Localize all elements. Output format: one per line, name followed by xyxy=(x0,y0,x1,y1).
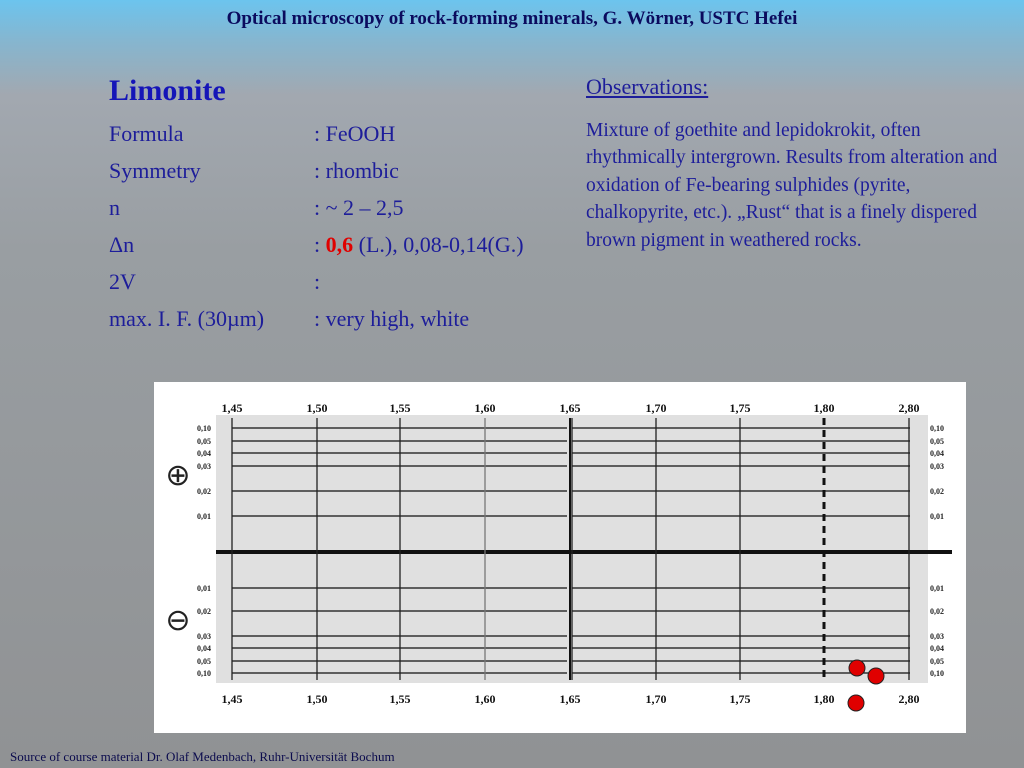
data-point xyxy=(849,660,865,676)
x-tick-label: 1,65 xyxy=(559,692,581,706)
property-value: : very high, white xyxy=(314,306,470,331)
y-tick-label: 0,10 xyxy=(197,424,211,433)
x-tick-label: 1,60 xyxy=(474,692,496,706)
chart-svg xyxy=(154,382,966,733)
property-label: 2V xyxy=(109,269,136,294)
y-tick-label: 0,01 xyxy=(197,512,211,521)
y-tick-label: 0,05 xyxy=(930,437,944,446)
y-tick-label: 0,10 xyxy=(197,669,211,678)
x-tick-label: 1,80 xyxy=(813,401,835,415)
property-value xyxy=(314,232,524,258)
observations-text: Mixture of goethite and lepidokrokit, often rhythmically intergrown. Results from alteration and oxidation of Fe-bearing sulphides (pyrite, chalkopyrite, etc.). „Rust“ that is a finely dispered brown pigment in weathered rocks. xyxy=(586,120,998,251)
x-tick-label: 1,45 xyxy=(221,401,243,415)
property-label: n xyxy=(109,195,120,220)
x-tick-label: 1,65 xyxy=(559,401,581,415)
observations-heading: Observations: xyxy=(586,74,709,99)
property-label: max. I. F. (30µm) xyxy=(109,306,265,331)
x-tick-label: 1,60 xyxy=(474,401,496,415)
x-tick-label: 1,75 xyxy=(729,692,751,706)
x-tick-label: 1,55 xyxy=(389,401,411,415)
y-tick-label: 0,04 xyxy=(930,644,944,653)
x-tick-label: 1,50 xyxy=(306,692,328,706)
x-tick-label: 1,70 xyxy=(645,692,667,706)
data-point xyxy=(868,668,884,684)
y-tick-label: 0,03 xyxy=(197,462,211,471)
y-tick-label: 0,10 xyxy=(930,669,944,678)
y-tick-label: 0,03 xyxy=(197,632,211,641)
y-tick-label: 0,02 xyxy=(197,487,211,496)
y-tick-label: 0,02 xyxy=(930,487,944,496)
y-tick-label: 0,05 xyxy=(197,437,211,446)
x-tick-label: 1,75 xyxy=(729,401,751,415)
y-tick-label: 0,01 xyxy=(197,584,211,593)
property-label: Δn xyxy=(109,232,135,257)
property-label: Formula xyxy=(109,121,184,146)
value-prefix: : xyxy=(314,232,326,257)
y-tick-label: 0,01 xyxy=(930,512,944,521)
y-tick-label: 0,02 xyxy=(930,607,944,616)
y-tick-label: 0,05 xyxy=(197,657,211,666)
property-label: Symmetry xyxy=(109,158,201,183)
y-tick-label: 0,03 xyxy=(930,462,944,471)
y-tick-label: 0,04 xyxy=(197,644,211,653)
x-tick-label: 1,55 xyxy=(389,692,411,706)
mineral-name: Limonite xyxy=(109,74,226,107)
y-tick-label: 0,10 xyxy=(930,424,944,433)
x-tick-label: 1,80 xyxy=(813,692,835,706)
x-tick-label: 1,70 xyxy=(645,401,667,415)
source-footer: Source of course material Dr. Olaf Medenbach, Ruhr-Universität Bochum xyxy=(10,749,395,764)
property-value: : xyxy=(314,269,321,294)
y-tick-label: 0,04 xyxy=(197,449,211,458)
positive-sign-icon: ⊕ xyxy=(165,459,191,492)
y-tick-label: 0,03 xyxy=(930,632,944,641)
slide-header: Optical microscopy of rock-forming minerals, G. Wörner, USTC Hefei xyxy=(226,8,798,29)
x-tick-label: 1,45 xyxy=(221,692,243,706)
data-point xyxy=(848,695,864,711)
birefringence-highlight: 0,6 xyxy=(325,232,354,257)
property-value: : ~ 2 – 2,5 xyxy=(314,195,404,220)
y-tick-label: 0,01 xyxy=(930,584,944,593)
value-suffix: (L.), 0,08-0,14(G.) xyxy=(353,232,524,257)
property-value: : rhombic xyxy=(314,158,399,183)
y-tick-label: 0,04 xyxy=(930,449,944,458)
x-tick-label: 2,80 xyxy=(898,401,920,415)
y-tick-label: 0,02 xyxy=(197,607,211,616)
y-tick-label: 0,05 xyxy=(930,657,944,666)
x-tick-label: 1,50 xyxy=(306,401,328,415)
x-tick-label: 2,80 xyxy=(898,692,920,706)
birefringence-chart xyxy=(154,382,966,733)
negative-sign-icon: ⊖ xyxy=(165,604,191,637)
property-value: : FeOOH xyxy=(314,121,396,146)
